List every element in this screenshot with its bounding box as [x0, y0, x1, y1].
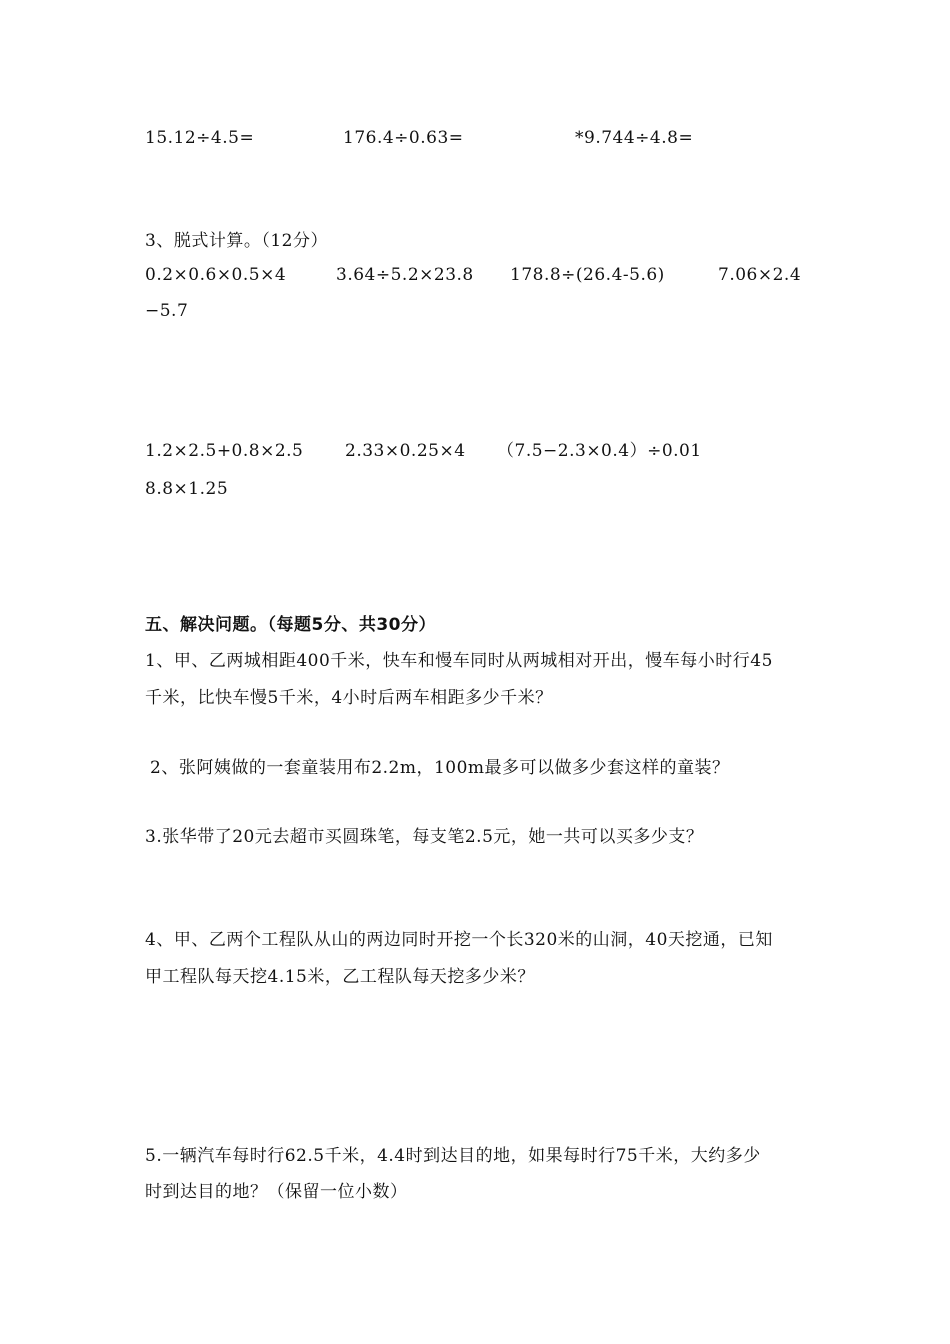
section-3-heading: 3、脱式计算。（12分） — [145, 231, 328, 251]
calc-problem-8: 8.8×1.25 — [145, 479, 229, 499]
word-problem-4-line-1: 4、甲、乙两个工程队从山的两边同时开挖一个长320米的山洞，40天挖通，已知 — [145, 930, 773, 950]
calc-problem-4-wrap: −5.7 — [145, 301, 189, 321]
word-problem-5-line-2: 时到达目的地？（保留一位小数） — [145, 1182, 408, 1202]
calc-problem-5: 1.2×2.5+0.8×2.5 — [145, 441, 304, 461]
word-problem-4-line-2: 甲工程队每天挖4.15米，乙工程队每天挖多少米？ — [145, 967, 535, 987]
word-problem-1-line-1: 1、甲、乙两城相距400千米，快车和慢车同时从两城相对开出，慢车每小时行45 — [145, 651, 773, 671]
word-problem-3: 3.张华带了20元去超市买圆珠笔，每支笔2.5元，她一共可以买多少支？ — [145, 827, 704, 847]
division-problem-1: 15.12÷4.5= — [145, 128, 255, 148]
calc-problem-2: 3.64÷5.2×23.8 — [336, 265, 474, 285]
word-problem-1-line-2: 千米，比快车慢5千米，4小时后两车相距多少千米？ — [145, 688, 553, 708]
calc-problem-4: 7.06×2.4 — [718, 265, 802, 285]
calc-problem-3: 178.8÷(26.4-5.6) — [510, 265, 665, 285]
division-problem-3: *9.744÷4.8= — [575, 128, 694, 148]
section-5-heading: 五、解决问题。（每题5分、共30分） — [145, 615, 436, 635]
word-problem-2: 2、张阿姨做的一套童装用布2.2m，100m最多可以做多少套这样的童装？ — [150, 758, 730, 778]
word-problem-5-line-1: 5.一辆汽车每时行62.5千米，4.4时到达目的地，如果每时行75千米，大约多少 — [145, 1146, 761, 1166]
division-problem-2: 176.4÷0.63= — [343, 128, 464, 148]
calc-problem-1: 0.2×0.6×0.5×4 — [145, 265, 287, 285]
calc-problem-6: 2.33×0.25×4 — [345, 441, 466, 461]
calc-problem-7: （7.5−2.3×0.4）÷0.01 — [497, 441, 702, 461]
